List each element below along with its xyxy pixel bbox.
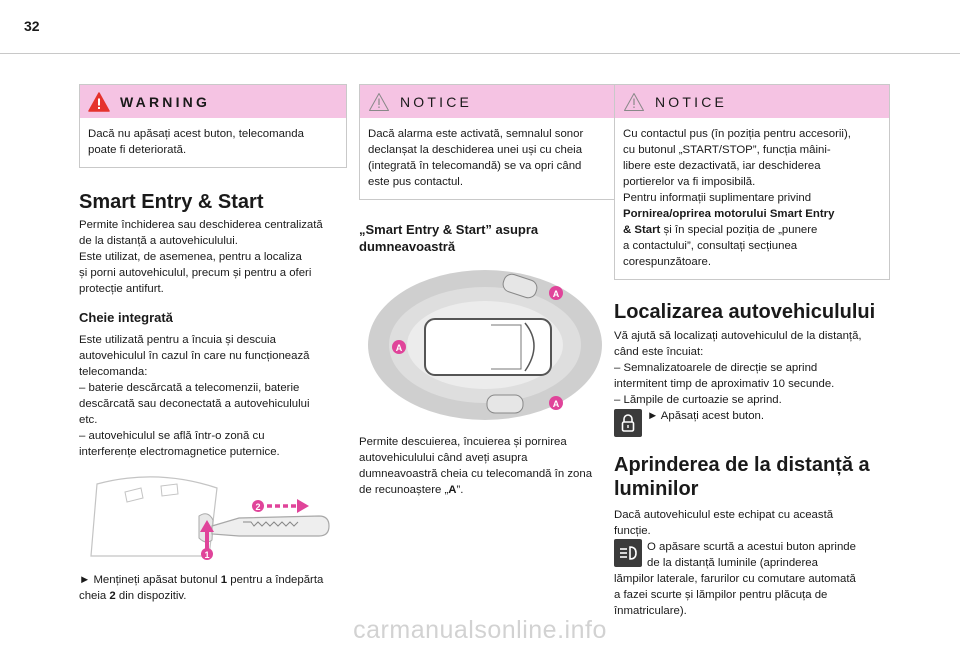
zone-label-a-left: A (395, 343, 403, 353)
caption-bold: 2 (109, 590, 116, 602)
remote-lighting-action-row (614, 539, 890, 571)
caption-text: din dispozitiv. (115, 590, 187, 602)
text-line: lămpilor laterale, farurilor cu comutare automată (614, 573, 856, 585)
locate-action-text: ► Apăsați acest buton. (647, 410, 765, 422)
text-line: cu butonul „START/STOP”, funcția mâini- (623, 144, 831, 156)
text-line: de la distanță luminile (aprinderea (647, 557, 818, 569)
text-line: Este utilizat, de asemenea, pentru a localiza (79, 251, 302, 263)
text-line: corespunzătoare. (623, 256, 712, 268)
warning-title: WARNING (120, 93, 211, 110)
zone-label-a-bottom: A (552, 399, 560, 409)
warning-box (79, 84, 347, 168)
text-line: Vă ajută să localizați autovehiculul de la distanță, (614, 330, 862, 342)
text-line: Dacă alarma este activată, semnalul sonor (368, 128, 584, 140)
notice-box-alarm (359, 84, 615, 200)
zone-label-a-top: A (552, 289, 560, 299)
column-2 (359, 84, 615, 498)
locate-action-row (614, 409, 890, 437)
section-title-smart-entry: Smart Entry & Start (79, 191, 264, 213)
recognition-zone-illustration (363, 267, 611, 421)
notice-title: NOTICE (655, 93, 728, 110)
text-line: Dacă autovehiculul este echipat cu această (614, 509, 834, 521)
key-removal-illustration (87, 474, 349, 560)
title-line: Aprinderea de la distanță a (614, 454, 870, 476)
text-line: Este utilizată pentru a încuia și descuia (79, 334, 276, 346)
text-line: intermitent timp de aproximativ 10 secunde. (614, 378, 835, 390)
notice-text (360, 118, 614, 199)
remote-key-bottom-icon (487, 395, 523, 413)
text-line: Permite închiderea sau deschiderea centralizată (79, 219, 323, 231)
caption-text: ► Mențineți apăsat butonul (79, 574, 221, 586)
text-line: – baterie descărcată a telecomenzii, baterie (79, 382, 300, 394)
warning-icon (88, 92, 110, 112)
car-outline (425, 319, 551, 375)
lock-button-icon (614, 409, 642, 437)
caption-bold: 1 (220, 574, 228, 586)
notice-title: NOTICE (400, 93, 473, 110)
text-line: telecomanda: (79, 366, 148, 378)
text-line: protecție antifurt. (79, 283, 164, 295)
notice-box-hands-free (614, 84, 890, 280)
warning-text: Dacă nu apăsați acest buton, telecomanda poate fi deteriorată. (88, 128, 304, 156)
pull-arrow-icon (297, 499, 309, 513)
text-line: libere este dezactivată, iar deschiderea (623, 160, 821, 172)
text-line: – Lămpile de curtoazie se aprind. (614, 394, 782, 406)
caption-text: pentru a îndepărta (227, 574, 324, 586)
header-rule (0, 53, 960, 54)
text-line: funcție. (614, 525, 651, 537)
recognition-zone-text (359, 434, 615, 498)
section-title-locate-vehicle: Localizarea autovehiculului (614, 301, 876, 323)
text-line: a fazei scurte și lămpilor pentru plăcuța de (614, 589, 828, 601)
text-line: când este încuiat: (614, 346, 704, 358)
notice-header (360, 85, 614, 118)
title-line: „Smart Entry & Start” asupra (359, 222, 539, 237)
warning-header (80, 85, 346, 118)
headlamp-button-icon (614, 539, 642, 567)
text-line: portierelor va fi imposibilă. (623, 176, 756, 188)
locate-vehicle-text (614, 328, 890, 408)
text-line: de la distanță a autovehiculului. (79, 235, 238, 247)
notice-header (615, 85, 889, 118)
text-line: înmatriculare). (614, 605, 687, 617)
subsection-title-smart-entry-on-you (359, 221, 615, 255)
text-line: O apăsare scurtă a acestui buton aprinde (647, 541, 856, 553)
column-1 (79, 84, 347, 604)
text-bold: A (448, 484, 457, 496)
integrated-key-text (79, 332, 347, 460)
remote-body (91, 477, 217, 556)
text-line: declanșat la deschiderea unei uși cu cheia (368, 144, 583, 156)
title-line: luminilor (614, 478, 699, 500)
column-3 (614, 84, 890, 619)
text-line: dumneavoastră cheia cu telecomandă în zona (359, 468, 593, 480)
remote-lighting-text (614, 571, 890, 619)
text-line: Cu contactul pus (în poziția pentru accesorii), (623, 128, 851, 140)
callout-2-label: 2 (255, 502, 261, 512)
text-line: autovehiculului când aveți asupra (359, 452, 528, 464)
callout-1-label: 1 (204, 550, 210, 560)
text-line: descărcată sau deconectată a autovehiculului (79, 398, 310, 410)
text-line: Permite descuierea, încuierea și pornirea (359, 436, 567, 448)
text-line: interferențe electromagnetice puternice. (79, 446, 280, 458)
text-fragment: de recunoaștere „ (359, 484, 449, 496)
text-line: – autovehiculul se află într-o zonă cu (79, 430, 265, 442)
text-line: – Semnalizatoarele de direcție se aprind (614, 362, 818, 374)
text-line: și porni autovehiculul, precum și pentru a oferi (79, 267, 312, 279)
subsection-title-integrated-key: Cheie integrată (79, 310, 173, 325)
text-bold: Pornirea/oprirea motorului Smart Entry (623, 208, 835, 220)
page-number: 32 (24, 18, 40, 34)
notice-icon (368, 92, 390, 112)
watermark: carmanualsonline.info (353, 616, 607, 644)
notice-icon (623, 92, 645, 112)
key-removal-caption (79, 572, 347, 604)
text-line: (integrată în telecomandă) se va opri când (368, 160, 582, 172)
section-title-remote-lighting (614, 453, 890, 501)
text-line: este pus contactul. (368, 176, 463, 188)
section-intro (79, 217, 347, 297)
text-line: autovehiculul în cazul în care nu funcționează (79, 350, 310, 362)
notice-text (615, 118, 889, 279)
caption-text: cheia (79, 590, 110, 602)
text-fragment: ”. (456, 484, 464, 496)
text-line: a contactului”, consultați secțiunea (623, 240, 798, 252)
text-line: Pentru informații suplimentare privind (623, 192, 812, 204)
text-fragment: și în special poziția de „punere (660, 224, 818, 236)
title-line: dumneavoastră (359, 239, 456, 254)
remote-lighting-intro (614, 507, 890, 539)
text-line: etc. (79, 414, 98, 426)
text-bold: & Start (623, 224, 661, 236)
